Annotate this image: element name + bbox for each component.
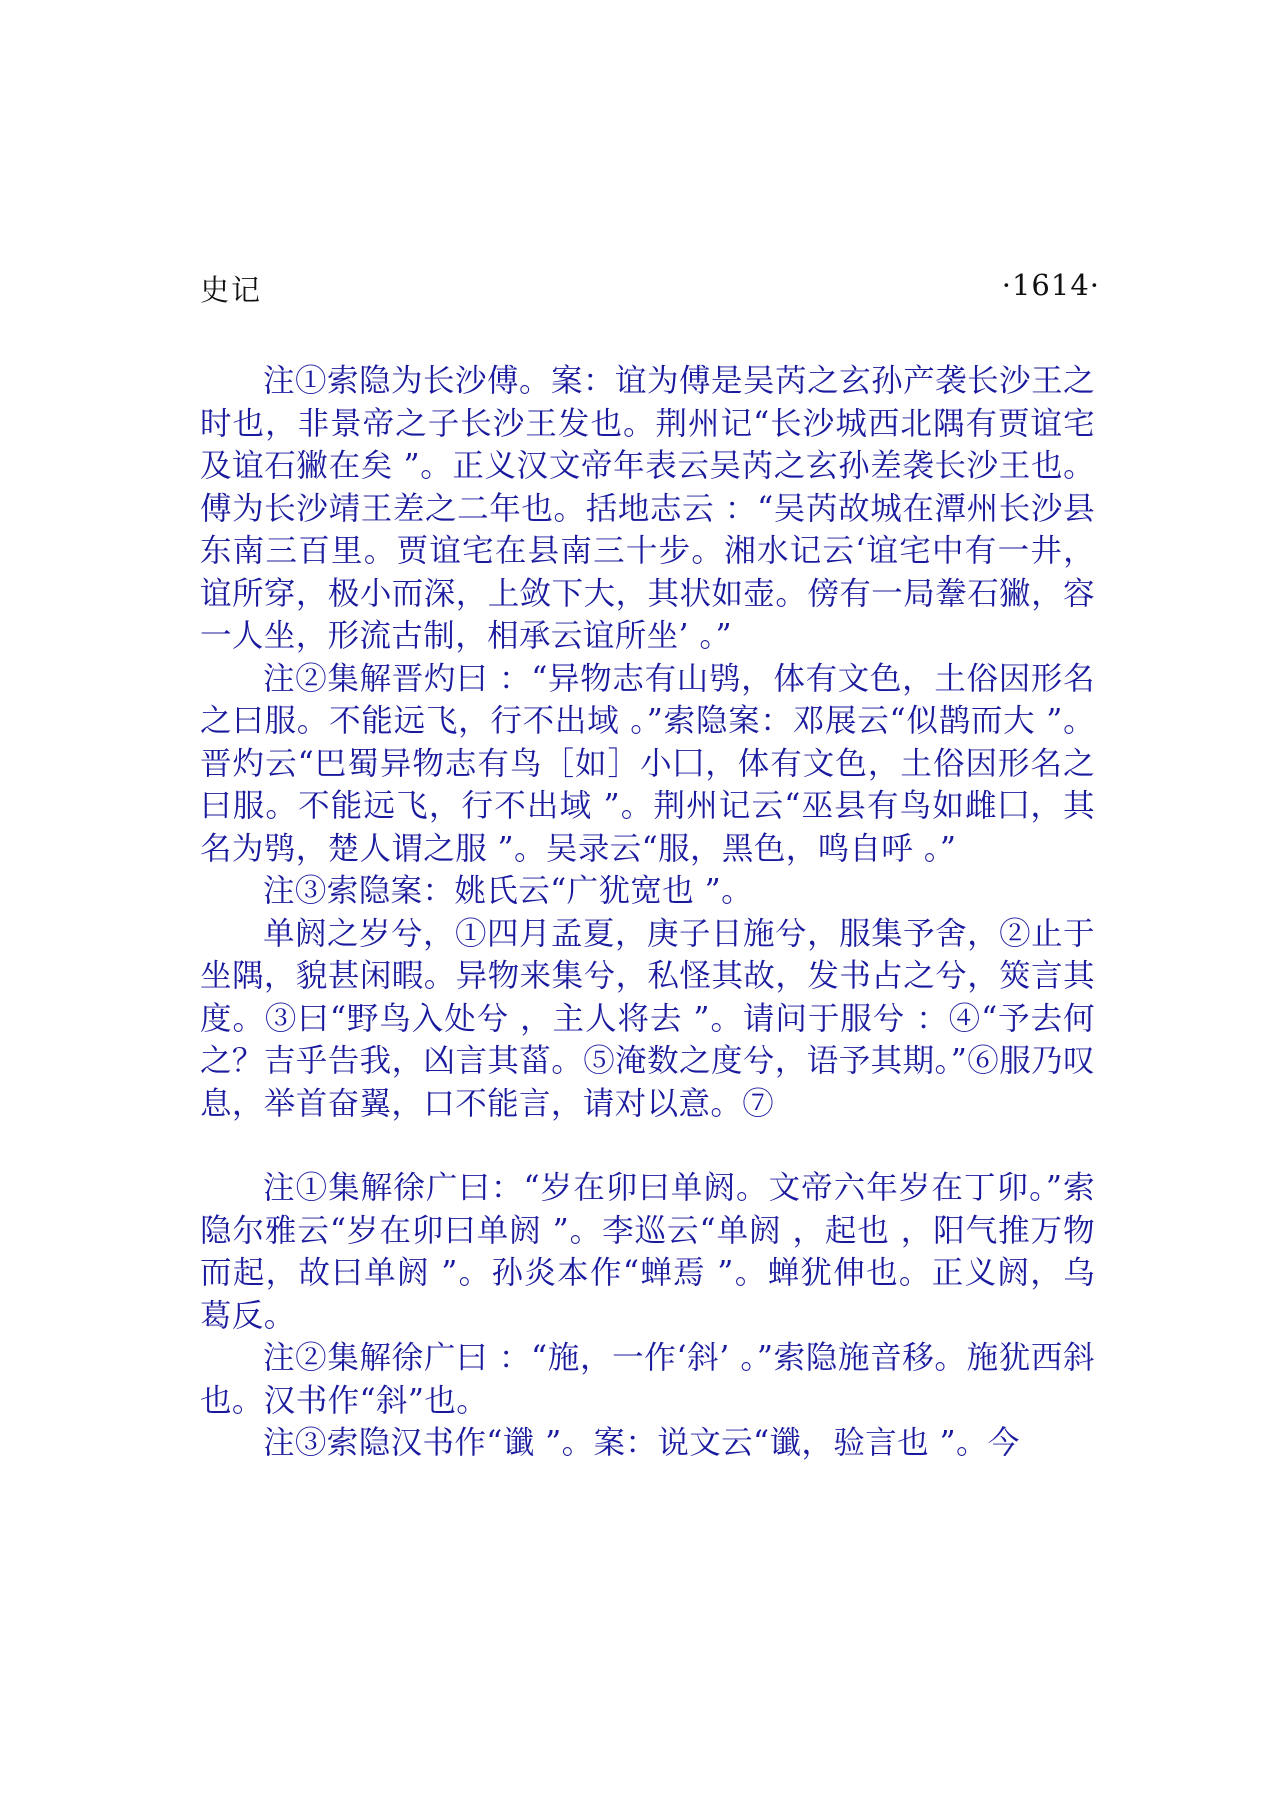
- annotation-paragraph: 注③索隐汉书作“谶 ”。案：说文云“谶，验言也 ”。今: [263, 1425, 1020, 1461]
- book-title: 史记: [200, 273, 263, 307]
- page-number: ·1614·: [1001, 268, 1100, 302]
- running-head: [200, 268, 1100, 308]
- annotation-paragraph: 注②集解徐广曰 ：“施，一作‘斜’ 。”索隐施音移。施犹西斜也。汉书作“斜”也。: [200, 1340, 1095, 1419]
- annotation-paragraph: 注①集解徐广曰：“岁在卯曰单阏。文帝六年岁在丁卯。”索隐尔雅云“岁在卯曰单阏 ”。李巡云“单阏 ，起也 ，阳气推万物而起，故曰单阏 ”。孙炎本作“蝉焉 ”。蝉犹伸也。正义阏，乌葛反。: [200, 1170, 1095, 1334]
- annotation-paragraph: 注③索隐案：姚氏云“广犹宽也 ”。: [263, 873, 754, 909]
- paragraph-gap: [200, 1125, 1095, 1167]
- annotation-paragraph: 注①索隐为长沙傅。案：谊为傅是吴芮之玄孙产袭长沙王之时也，非景帝之子长沙王发也。荆州记“长沙城西北隅有贾谊宅及谊石獙在矣 ”。正义汉文帝年表云吴芮之玄孙差袭长沙王也。傅为长沙靖王差之二年也。括地志云 ：“吴芮故城在潭州长沙县东南三百里。贾谊宅在县南三十步。湘水记云‘谊宅中有一井，谊所穿，极小而深，上敛下大，其状如壶。傍有一局韏石獙，容一人坐，形流古制，相承云谊所坐’ 。”: [200, 363, 1095, 654]
- body-text: [200, 360, 1095, 1465]
- main-text-paragraph: 单阏之岁兮，①四月孟夏，庚子日施兮，服集予舍，②止于坐隅，貌甚闲暇。异物来集兮，私怪其故，发书占之兮，筴言其度。③曰“野鸟入处兮 ，主人将去 ”。请问于服兮 ：④“予去何之？吉乎告我，凶言其菑。⑤淹数之度兮，语予其期。”⑥服乃叹息，举首奋翼，口不能言，请对以意。⑦: [200, 915, 1095, 1122]
- annotation-paragraph: 注②集解晋灼曰 ：“异物志有山鸮，体有文色，土俗因形名之曰服。不能远飞，行不出域 。”索隐案：邓展云“似鹊而大 ”。晋灼云“巴蜀异物志有鸟［如］小囗，体有文色，土俗因形名之曰服。不能远飞，行不出域 ”。荆州记云“巫县有鸟如雌囗，其名为鸮，楚人谓之服 ”。吴录云“服，黑色，鸣自呼 。”: [200, 660, 1095, 867]
